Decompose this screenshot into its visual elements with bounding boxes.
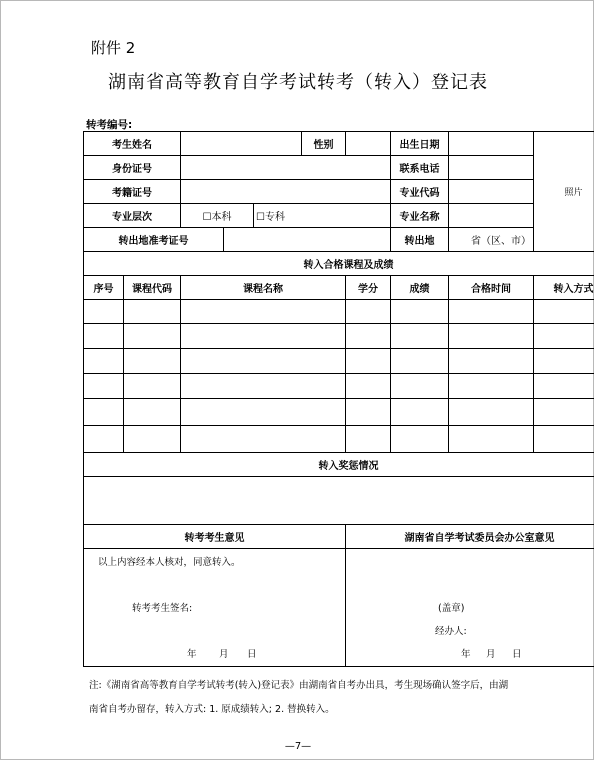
cell-course-code[interactable] <box>124 399 181 426</box>
candidate-month-label: 月 <box>219 649 229 660</box>
table-row <box>84 300 594 324</box>
footnote-line-1: 注:《湖南省高等教育自学考试转考(转入)登记表》由湖南省自考办出具，考生现场确认签字后，由湖 <box>89 680 509 691</box>
rewards-title-row <box>84 453 594 477</box>
rewards-content-row <box>84 477 594 525</box>
cell-course-name[interactable] <box>181 349 346 374</box>
courses-section-title: 转入合格课程及成绩 <box>84 252 594 276</box>
birth-date-field[interactable] <box>449 132 534 156</box>
attachment-label: 附件 2 <box>91 39 136 57</box>
cell-index[interactable] <box>84 374 124 399</box>
origin-exam-id-label: 转出地准考证号 <box>84 228 224 252</box>
col-header-credit: 学分 <box>346 276 391 300</box>
col-header-index: 序号 <box>84 276 124 300</box>
cell-index[interactable] <box>84 324 124 349</box>
form-row-name <box>84 132 594 156</box>
registration-form-table <box>83 131 594 667</box>
table-row <box>84 324 594 349</box>
cell-course-name[interactable] <box>181 426 346 453</box>
table-row <box>84 349 594 374</box>
cell-pass-time[interactable] <box>449 324 534 349</box>
gender-label: 性别 <box>302 132 346 156</box>
candidate-day-label: 日 <box>247 649 257 660</box>
page-title: 湖南省高等教育自学考试转考（转入）登记表 <box>108 72 488 93</box>
major-code-label: 专业代码 <box>391 180 449 204</box>
candidate-consent-text: 以上内容经本人核对，同意转入。 <box>98 557 241 568</box>
origin-exam-id-field[interactable] <box>224 228 391 252</box>
cell-transfer-method[interactable] <box>534 324 594 349</box>
cell-course-name[interactable] <box>181 374 346 399</box>
table-row <box>84 399 594 426</box>
opinions-title-row <box>84 525 594 549</box>
office-opinion-title: 湖南省自学考试委员会办公室意见 <box>346 525 594 549</box>
cell-index[interactable] <box>84 399 124 426</box>
page-number: —7— <box>284 741 312 752</box>
col-header-transfer-method: 转入方式 <box>534 276 594 300</box>
exam-reg-field[interactable] <box>181 180 391 204</box>
major-name-field[interactable] <box>449 204 534 228</box>
cell-course-code[interactable] <box>124 300 181 324</box>
origin-field[interactable]: 省（区、市） <box>449 228 534 252</box>
birth-date-label: 出生日期 <box>391 132 449 156</box>
office-year-label: 年 <box>461 649 471 660</box>
serial-number-label: 转考编号: <box>86 119 133 131</box>
origin-label: 转出地 <box>391 228 449 252</box>
rewards-field[interactable] <box>84 477 594 525</box>
cell-credit[interactable] <box>346 324 391 349</box>
col-header-score: 成绩 <box>391 276 449 300</box>
form-row-level <box>84 204 594 228</box>
cell-credit[interactable] <box>346 349 391 374</box>
office-opinion-box[interactable] <box>346 549 594 667</box>
cell-credit[interactable] <box>346 426 391 453</box>
cell-course-code[interactable] <box>124 324 181 349</box>
cell-pass-time[interactable] <box>449 426 534 453</box>
phone-label: 联系电话 <box>391 156 449 180</box>
cell-score[interactable] <box>391 300 449 324</box>
cell-score[interactable] <box>391 324 449 349</box>
office-day-label: 日 <box>512 649 522 660</box>
cell-index[interactable] <box>84 300 124 324</box>
form-row-id <box>84 156 594 180</box>
cell-credit[interactable] <box>346 300 391 324</box>
candidate-signature-label: 转考考生签名: <box>132 603 193 614</box>
candidate-opinion-box[interactable] <box>84 549 346 667</box>
cell-score[interactable] <box>391 426 449 453</box>
exam-reg-label: 考籍证号 <box>84 180 181 204</box>
cell-score[interactable] <box>391 399 449 426</box>
cell-pass-time[interactable] <box>449 374 534 399</box>
photo-box: 照片 <box>534 132 594 252</box>
col-header-course-name: 课程名称 <box>181 276 346 300</box>
cell-transfer-method[interactable] <box>534 399 594 426</box>
gender-field[interactable] <box>346 132 391 156</box>
cell-course-code[interactable] <box>124 426 181 453</box>
id-number-field[interactable] <box>181 156 391 180</box>
office-month-label: 月 <box>486 649 496 660</box>
stamp-label: (盖章) <box>438 603 465 614</box>
cell-index[interactable] <box>84 426 124 453</box>
level-option-bachelor[interactable]: ☐本科 <box>181 204 254 228</box>
cell-pass-time[interactable] <box>449 300 534 324</box>
cell-score[interactable] <box>391 374 449 399</box>
form-row-exam-reg <box>84 180 594 204</box>
cell-pass-time[interactable] <box>449 399 534 426</box>
cell-transfer-method[interactable] <box>534 426 594 453</box>
candidate-opinion-title: 转考考生意见 <box>84 525 346 549</box>
table-row <box>84 374 594 399</box>
cell-course-code[interactable] <box>124 374 181 399</box>
cell-score[interactable] <box>391 349 449 374</box>
candidate-year-label: 年 <box>187 649 197 660</box>
opinions-content-row <box>84 549 594 667</box>
table-row <box>84 426 594 453</box>
cell-credit[interactable] <box>346 399 391 426</box>
handler-label: 经办人: <box>435 626 467 637</box>
cell-transfer-method[interactable] <box>534 349 594 374</box>
major-name-label: 专业名称 <box>391 204 449 228</box>
col-header-pass-time: 合格时间 <box>449 276 534 300</box>
cell-index[interactable] <box>84 349 124 374</box>
phone-field[interactable] <box>449 156 534 180</box>
cell-course-name[interactable] <box>181 324 346 349</box>
major-code-field[interactable] <box>449 180 534 204</box>
form-row-origin <box>84 228 594 252</box>
footnote <box>89 674 534 722</box>
cell-credit[interactable] <box>346 374 391 399</box>
courses-title-row <box>84 252 594 276</box>
cell-pass-time[interactable] <box>449 349 534 374</box>
cell-transfer-method[interactable] <box>534 300 594 324</box>
cell-course-code[interactable] <box>124 349 181 374</box>
level-option-associate[interactable]: ☐专科 <box>254 204 391 228</box>
cell-course-name[interactable] <box>181 399 346 426</box>
name-field[interactable] <box>181 132 302 156</box>
cell-course-name[interactable] <box>181 300 346 324</box>
col-header-course-code: 课程代码 <box>124 276 181 300</box>
cell-transfer-method[interactable] <box>534 374 594 399</box>
name-label: 考生姓名 <box>84 132 181 156</box>
courses-header-row <box>84 276 594 300</box>
major-level-label: 专业层次 <box>84 204 181 228</box>
footnote-line-2: 南省自考办留存，转入方式: 1. 原成绩转入; 2. 替换转入。 <box>89 704 335 715</box>
id-number-label: 身份证号 <box>84 156 181 180</box>
rewards-section-title: 转入奖惩情况 <box>84 453 594 477</box>
